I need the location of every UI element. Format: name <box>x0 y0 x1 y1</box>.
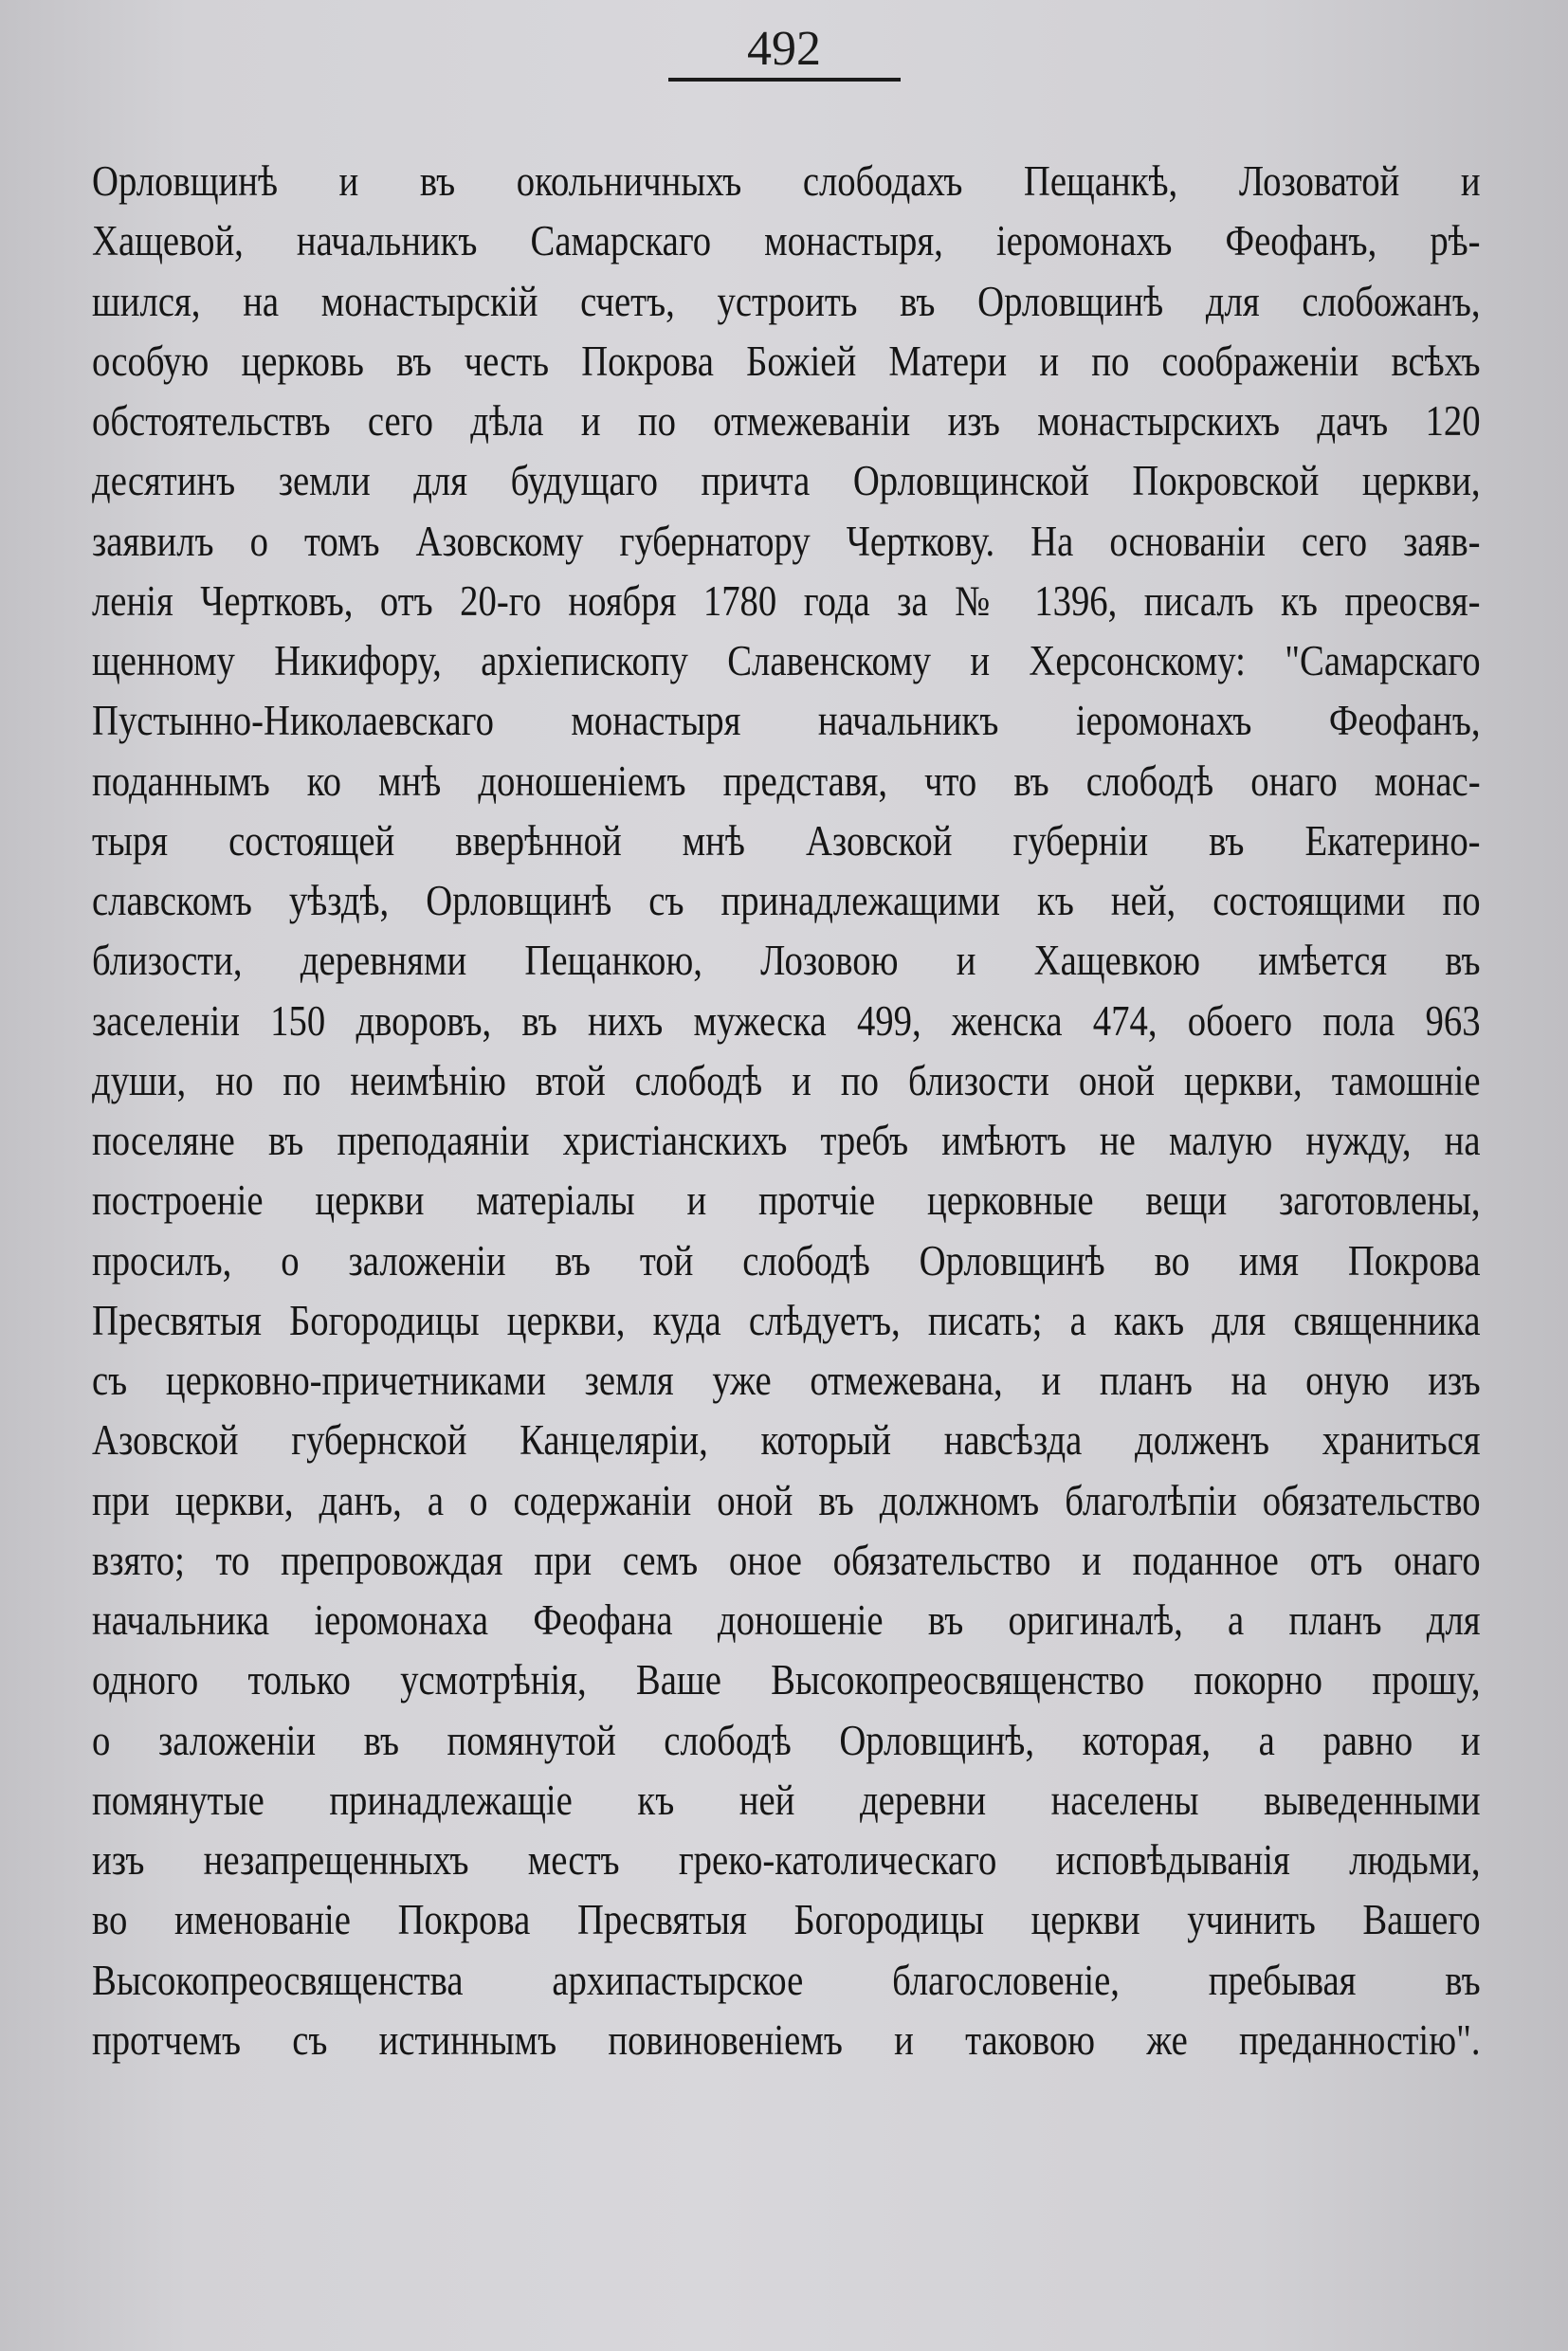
text-line: ленiя Чертковъ, отъ 20-го ноября 1780 года за № 1396, писалъ къ преосвя- <box>92 576 1481 625</box>
text-line: особую церковь въ честь Покрова Божiей Матери и по соображенiи всѣхъ <box>92 337 1481 385</box>
text-line: Высокопреосвященства архипастырское благословенiе, пребывая въ <box>92 1956 1481 2004</box>
text-line: одного только усмотрѣнiя, Ваше Высокопреосвященство покорно прошу, <box>92 1656 1481 1704</box>
text-line: Азовской губернской Канцелярiи, который навсѣзда долженъ храниться <box>92 1416 1481 1465</box>
text-line: помянутые принадлежащiе къ ней деревни населены выведенными <box>92 1776 1481 1824</box>
text-line: десятинъ земли для будущаго причта Орловщинской Покровской церкви, <box>92 457 1481 505</box>
text-line: при церкви, данъ, а о содержанiи оной въ должномъ благолѣпiи обязательство <box>92 1476 1481 1524</box>
page-number-rule <box>668 78 901 82</box>
text-line: Пустынно-Николаевскаго монастыря начальникъ iеромонахъ Феофанъ, <box>92 697 1481 745</box>
text-line: поселяне въ преподаянiи христiанскихъ требъ имѣютъ не малую нужду, на <box>92 1117 1481 1164</box>
text-line: просилъ, о заложенiи въ той слободѣ Орловщинѣ во имя Покрова <box>92 1236 1481 1285</box>
text-line: щенному Никифору, архiепископу Славенскому и Херсонскому: "Самарскаго <box>92 637 1481 684</box>
text-line: начальника iеромонаха Феофана доношенiе въ оригиналѣ, а планъ для <box>92 1596 1481 1644</box>
text-line: протчемъ съ истиннымъ повиновенiемъ и таковою же преданностiю". <box>92 2015 1481 2064</box>
text-line: близости, деревнями Пещанкою, Лозовою и Хащевкою имѣется въ <box>92 937 1481 985</box>
text-line: о заложенiи въ помянутой слободѣ Орловщинѣ, которая, а равно и <box>92 1716 1481 1764</box>
text-line: заселенiи 150 дворовъ, въ нихъ мужеска 499, женска 474, обоего пола 963 <box>92 996 1481 1045</box>
text-line: Орловщинѣ и въ окольничныхъ слободахъ Пещанкѣ, Лозоватой и <box>92 157 1481 205</box>
body-text <box>92 152 1481 2070</box>
text-line: души, но по неимѣнiю втой слободѣ и по близости оной церкви, тамошнiе <box>92 1056 1481 1104</box>
text-line: обстоятельствъ сего дѣла и по отмежеванiи изъ монастырскихъ дачъ 120 <box>92 397 1481 445</box>
text-line: Пресвятыя Богородицы церкви, куда слѣдуетъ, писать; а какъ для священника <box>92 1296 1481 1344</box>
page-number: 492 <box>747 22 821 76</box>
text-line: построенiе церкви матерiалы и протчiе церковные вещи заготовлены, <box>92 1176 1481 1225</box>
text-line: съ церковно-причетниками земля уже отмежевана, и планъ на оную изъ <box>92 1357 1481 1404</box>
text-line: Хащевой, начальникъ Самарскаго монастыря, iеромонахъ Феофанъ, рѣ- <box>92 217 1481 265</box>
text-line: славскомъ уѣздѣ, Орловщинѣ съ принадлежащими къ ней, состоящими по <box>92 877 1481 924</box>
text-line: взято; то препровождая при семъ оное обязательство и поданное отъ онаго <box>92 1536 1481 1584</box>
text-line: тыря состоящей вверѣнной мнѣ Азовской губернiи въ Екатерино- <box>92 816 1481 865</box>
text-line: поданнымъ ко мнѣ доношенiемъ представя, что въ слободѣ онаго монас- <box>92 756 1481 805</box>
text-line: шился, на монастырскiй счетъ, устроить въ Орловщинѣ для слобожанъ, <box>92 277 1481 325</box>
text-line: во именованiе Покрова Пресвятыя Богородицы церкви учинить Вашего <box>92 1896 1481 1944</box>
text-line: изъ незапрещенныхъ местъ греко-католическаго исповѣдыванiя людьми, <box>92 1836 1481 1884</box>
text-line: заявилъ о томъ Азовскому губернатору Черткову. На основанiи сего заяв- <box>92 517 1481 565</box>
